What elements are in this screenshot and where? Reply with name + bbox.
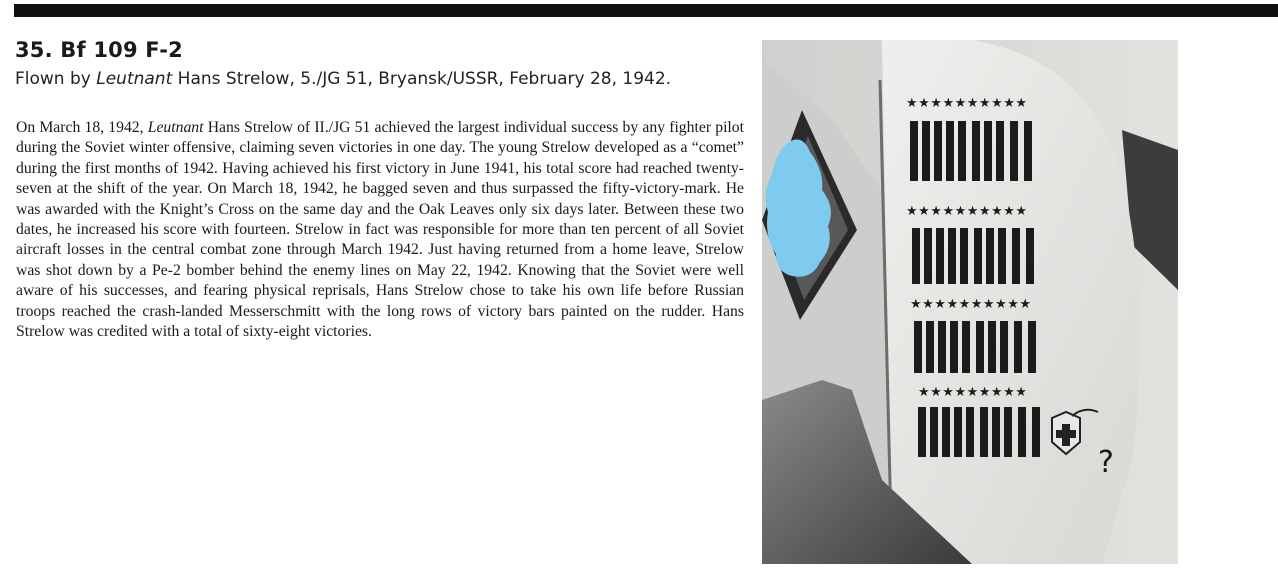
body-text-rest: Hans Strelow of II./JG 51 achieved the largest individual success by any fighter pilot during the Soviet winter offensive, claiming seven victories in one day. The young Strelow developed as a “comet” during the first months of 1942. Having achieved his first victory in June 1941, his total score had reached twenty-seven at the shift of the year. On March 18, 1942, he bagged seven and thus surpassed the fifty-victory-mark. He was awarded with the Knight’s Cross on the same day and the Oak Leaves only six days later. Between these two dates, he increased his score with fourteen. Strelow in fact was responsible for more than ten percent of all Soviet aircraft losses in the central combat zone through March 1942. Just having returned from a home leave, Strelow was shot down by a Pe-2 bomber behind the enemy lines on May 22, 1942. Knowing that the Soviet were well aware of his successes, and fearing physical reprisals, Hans Strelow chose to take his own life before Russian troops reached the crash-landed Messerschmitt with the long rows of victory bars painted on the rudder. Hans Strelow was credited with a total of sixty-eight victories. (16, 119, 744, 341)
star-row-4: ★★★★★★★★★ (918, 385, 1028, 400)
rudder-photo-drawing (762, 40, 1178, 564)
top-rule (14, 4, 1278, 17)
rudder-photo (762, 40, 1178, 564)
body-text-start: On March 18, 1942, (16, 119, 148, 136)
star-row-2: ★★★★★★★★★★ (906, 204, 1028, 219)
star-row-1: ★★★★★★★★★★ (906, 96, 1028, 111)
subtitle-rest: Hans Strelow, 5./JG 51, Bryansk/USSR, February 28, 1942. (172, 69, 672, 89)
page-subtitle (15, 69, 671, 89)
body-paragraph (16, 118, 744, 342)
question-mark: ? (1098, 445, 1114, 480)
body-rank: Leutnant (147, 119, 204, 136)
page-title: 35. Bf 109 F-2 (15, 38, 183, 62)
subtitle-prefix: Flown by (15, 69, 97, 89)
star-row-3: ★★★★★★★★★★ (910, 297, 1032, 312)
subtitle-rank: Leutnant (96, 69, 173, 89)
